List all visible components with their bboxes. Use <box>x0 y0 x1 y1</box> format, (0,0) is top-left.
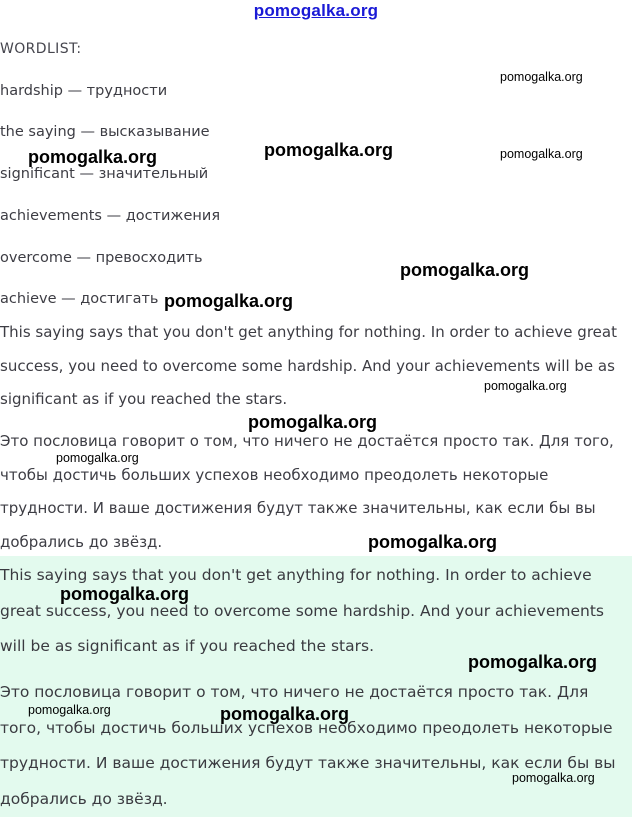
answer-english-paragraph: This saying says that you don't get anything for nothing. In order to achieve great success, you need to overcome some hardship. And your achievements will be as significant as if you reached the stars. <box>0 566 605 655</box>
site-link[interactable]: pomogalka.org <box>253 1 379 20</box>
watermark: pomogalka.org <box>500 70 583 84</box>
watermark: pomogalka.org <box>28 703 111 717</box>
wordlist-title: WORDLIST: <box>0 41 82 57</box>
wordlist-item: achievements — достижения <box>0 208 221 224</box>
wordlist-item: hardship — трудности <box>0 83 168 99</box>
watermark: pomogalka.org <box>28 147 158 167</box>
answer-russian-paragraph: Это пословица говорит о том, что ничего не достаётся просто так. Для того, чтобы достичь больших успехов необходимо преодолеть некоторые трудности. И ваше достижения будут также значительны, как если бы вы добрались до звёзд. <box>0 683 616 808</box>
wordlist-item: significant — значительный <box>0 166 209 182</box>
watermark: pomogalka.org <box>484 379 567 393</box>
watermark: pomogalka.org <box>368 532 498 552</box>
watermark: pomogalka.org <box>264 140 394 160</box>
watermark: pomogalka.org <box>468 652 598 672</box>
watermark: pomogalka.org <box>512 771 595 785</box>
watermark: pomogalka.org <box>248 412 378 432</box>
watermark: pomogalka.org <box>500 147 583 161</box>
wordlist-item: the saying — высказывание <box>0 124 210 140</box>
wordlist-item: overcome — превосходить <box>0 250 203 266</box>
watermark: pomogalka.org <box>400 260 530 280</box>
wordlist-item: achieve — достигать <box>0 291 159 307</box>
english-paragraph: This saying says that you don't get anything for nothing. In order to achieve great success, you need to overcome some hardship. And your achievements will be as significant as if you reached the stars. <box>0 323 617 408</box>
watermark: pomogalka.org <box>220 704 350 724</box>
russian-paragraph: Это пословица говорит о том, что ничего не достаётся просто так. Для того, чтобы достичь больших успехов необходимо преодолеть некоторые трудности. И ваше достижения будут также значительны, как если бы вы добрались до звёзд. <box>0 432 614 551</box>
watermark: pomogalka.org <box>60 584 190 604</box>
watermark: pomogalka.org <box>164 291 294 311</box>
watermark: pomogalka.org <box>56 451 139 465</box>
